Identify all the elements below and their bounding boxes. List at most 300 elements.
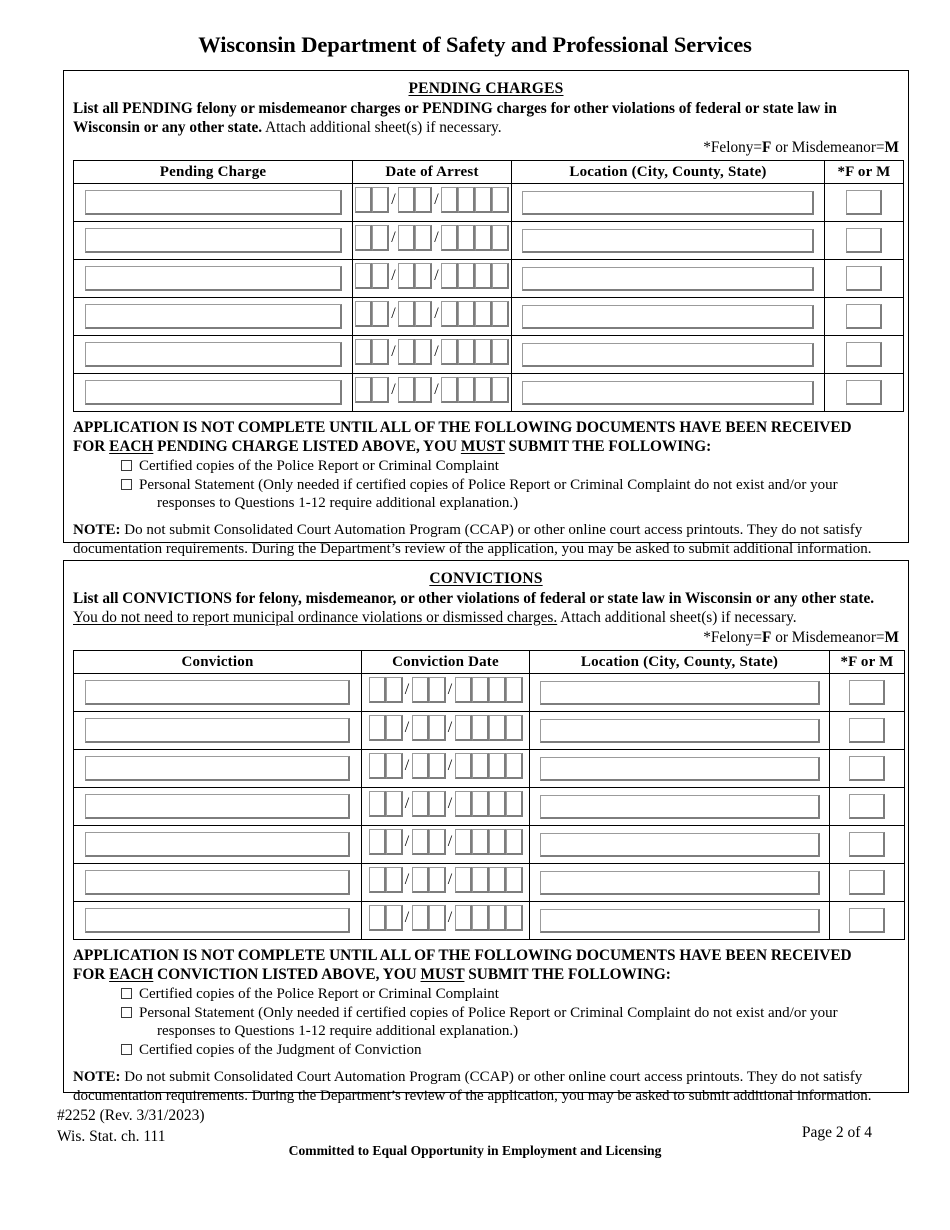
date-digit-box-8[interactable]: [492, 225, 509, 251]
cell-conviction: [74, 712, 362, 750]
checklist-item[interactable]: [73, 476, 899, 512]
date-digit-box-5[interactable]: [441, 187, 458, 213]
date-digit-box-1[interactable]: [369, 867, 386, 893]
f-or-m-input[interactable]: [846, 380, 882, 405]
conv-felony-legend-m: M: [884, 629, 899, 647]
footer-form-number: #2252 (Rev. 3/31/2023): [57, 1107, 205, 1124]
date-separator: /: [404, 871, 410, 889]
date-digit-box-1[interactable]: [355, 377, 372, 403]
date-digit-box-2[interactable]: [372, 339, 389, 365]
date-of-arrest-input: [355, 377, 509, 403]
date-digit-box-3[interactable]: [412, 867, 429, 893]
date-digit-box-5[interactable]: [455, 753, 472, 779]
f-or-m-input[interactable]: [846, 228, 882, 253]
cell-location: [530, 712, 830, 750]
location-input[interactable]: [540, 833, 820, 857]
date-separator: /: [447, 719, 453, 737]
date-digit-box-5[interactable]: [455, 829, 472, 855]
date-separator: /: [447, 681, 453, 699]
date-digit-box-4[interactable]: [429, 867, 446, 893]
date-separator: /: [434, 229, 439, 247]
conviction-input[interactable]: [85, 756, 350, 781]
table-row: [74, 712, 905, 750]
date-digit-box-3[interactable]: [398, 339, 415, 365]
table-row: [74, 184, 904, 222]
cell-f-or-m: [830, 864, 905, 902]
date-digit-box-5[interactable]: [441, 339, 458, 365]
f-or-m-input[interactable]: [849, 756, 885, 781]
pending-charge-input[interactable]: [85, 342, 342, 367]
column-header-location: Location (City, County, State): [530, 651, 830, 674]
checklist-item-label-continued: responses to Questions 1-12 require additional explanation.): [157, 1023, 519, 1039]
date-digit-box-4[interactable]: [429, 715, 446, 741]
column-header-conviction-date: Conviction Date: [362, 651, 530, 674]
checkbox-icon[interactable]: [121, 988, 132, 999]
date-digit-box-3[interactable]: [412, 905, 429, 931]
felony-legend-f: F: [762, 139, 772, 157]
convictions-instructions-2: [73, 609, 899, 628]
checkbox-icon[interactable]: [121, 460, 132, 471]
date-separator: /: [447, 795, 453, 813]
pending-charge-input[interactable]: [85, 380, 342, 405]
date-digit-box-8[interactable]: [492, 187, 509, 213]
table-row: [74, 222, 904, 260]
convictions-requirements-heading: [73, 947, 899, 984]
cell-date-of-arrest: [353, 260, 512, 298]
date-digit-box-2[interactable]: [386, 753, 403, 779]
date-separator: /: [391, 305, 396, 323]
cell-location: [512, 298, 825, 336]
date-digit-box-8[interactable]: [506, 905, 523, 931]
f-or-m-input[interactable]: [846, 266, 882, 291]
conviction-input[interactable]: [85, 794, 350, 819]
date-separator: /: [404, 757, 410, 775]
date-digit-box-5[interactable]: [441, 263, 458, 289]
date-digit-box-2[interactable]: [372, 263, 389, 289]
table-row: [74, 902, 905, 940]
checkbox-icon[interactable]: [121, 1007, 132, 1018]
footer-form-info: [57, 1106, 205, 1147]
cell-location: [512, 336, 825, 374]
column-header-date-of-arrest: Date of Arrest: [353, 161, 512, 184]
pending-req-line1: APPLICATION IS NOT COMPLETE UNTIL ALL OF THE FOLLOWING DOCUMENTS HAVE BEEN RECEIVED: [73, 419, 852, 437]
cell-f-or-m: [830, 674, 905, 712]
date-digit-box-8[interactable]: [506, 791, 523, 817]
pending-req-line2-c: SUBMIT THE FOLLOWING:: [504, 437, 712, 455]
location-input[interactable]: [522, 267, 814, 291]
date-digit-box-2[interactable]: [386, 867, 403, 893]
column-header-f-or-m: *F or M: [830, 651, 905, 674]
date-digit-box-8[interactable]: [492, 377, 509, 403]
footer-tagline: Committed to Equal Opportunity in Employment and Licensing: [288, 1143, 662, 1158]
cell-pending-charge: [74, 374, 353, 412]
date-digit-box-1[interactable]: [369, 791, 386, 817]
date-digit-box-2[interactable]: [372, 187, 389, 213]
location-input[interactable]: [540, 871, 820, 895]
date-separator: /: [404, 681, 410, 699]
date-digit-box-8[interactable]: [506, 715, 523, 741]
table-row: [74, 788, 905, 826]
date-of-arrest-input: [355, 301, 509, 327]
table-row: [74, 298, 904, 336]
cell-conviction-date: [362, 864, 530, 902]
date-separator: /: [391, 343, 396, 361]
date-digit-box-6[interactable]: [472, 905, 489, 931]
conviction-input[interactable]: [85, 908, 350, 933]
cell-conviction-date: [362, 712, 530, 750]
pending-note: [73, 521, 899, 559]
f-or-m-input[interactable]: [846, 190, 882, 215]
date-separator: /: [447, 909, 453, 927]
cell-conviction: [74, 788, 362, 826]
date-digit-box-6[interactable]: [458, 263, 475, 289]
f-or-m-input[interactable]: [849, 794, 885, 819]
date-separator: /: [434, 191, 439, 209]
date-digit-box-7[interactable]: [475, 263, 492, 289]
date-digit-box-3[interactable]: [398, 187, 415, 213]
location-input[interactable]: [540, 719, 820, 743]
date-digit-box-4[interactable]: [429, 829, 446, 855]
date-digit-box-7[interactable]: [489, 829, 506, 855]
pending-instructions-bold: List all PENDING felony or misdemeanor charges or PENDING charges for other violations of federal or state law in Wisconsin or any other state.: [73, 100, 837, 136]
pending-req-line2-b: PENDING CHARGE LISTED ABOVE, YOU: [153, 437, 461, 455]
location-input[interactable]: [522, 191, 814, 215]
location-input[interactable]: [540, 757, 820, 781]
cell-conviction: [74, 902, 362, 940]
cell-conviction: [74, 674, 362, 712]
date-digit-box-2[interactable]: [386, 677, 403, 703]
date-digit-box-2[interactable]: [372, 225, 389, 251]
date-digit-box-2[interactable]: [372, 301, 389, 327]
pending-requirements-heading: [73, 419, 899, 456]
date-digit-box-3[interactable]: [412, 677, 429, 703]
table-row: [74, 336, 904, 374]
cell-date-of-arrest: [353, 374, 512, 412]
date-digit-box-1[interactable]: [369, 753, 386, 779]
location-input[interactable]: [522, 229, 814, 253]
conviction-input[interactable]: [85, 718, 350, 743]
date-digit-box-7[interactable]: [489, 715, 506, 741]
f-or-m-input[interactable]: [846, 342, 882, 367]
cell-date-of-arrest: [353, 184, 512, 222]
column-header-pending-charge: Pending Charge: [74, 161, 353, 184]
cell-location: [512, 222, 825, 260]
pending-req-line2-each: EACH: [109, 437, 154, 455]
conviction-date-input: [369, 753, 523, 779]
date-digit-box-4[interactable]: [429, 791, 446, 817]
date-digit-box-3[interactable]: [412, 715, 429, 741]
column-header-conviction: Conviction: [74, 651, 362, 674]
date-digit-box-3[interactable]: [398, 263, 415, 289]
date-digit-box-7[interactable]: [489, 791, 506, 817]
cell-location: [530, 902, 830, 940]
checklist-item-label: Certified copies of the Police Report or Criminal Complaint: [139, 986, 499, 1002]
cell-conviction: [74, 750, 362, 788]
date-digit-box-3[interactable]: [412, 829, 429, 855]
checklist-item[interactable]: [73, 1041, 899, 1059]
date-digit-box-6[interactable]: [458, 187, 475, 213]
date-digit-box-5[interactable]: [455, 867, 472, 893]
location-input[interactable]: [540, 681, 820, 705]
cell-conviction-date: [362, 750, 530, 788]
f-or-m-input[interactable]: [849, 680, 885, 705]
pending-charges-heading: PENDING CHARGES: [408, 80, 564, 97]
conv-req-line1: APPLICATION IS NOT COMPLETE UNTIL ALL OF THE FOLLOWING DOCUMENTS HAVE BEEN RECEIVED: [73, 947, 852, 965]
checklist-item-label: Certified copies of the Judgment of Conviction: [139, 1042, 422, 1058]
date-digit-box-2[interactable]: [386, 829, 403, 855]
conviction-input[interactable]: [85, 680, 350, 705]
convictions-felony-legend: [73, 629, 899, 647]
date-digit-box-3[interactable]: [398, 225, 415, 251]
date-digit-box-7[interactable]: [489, 867, 506, 893]
date-digit-box-4[interactable]: [415, 339, 432, 365]
convictions-instructions-bold: List all CONVICTIONS for felony, misdemeanor, or other violations of federal or state law in Wisconsin or any other state.: [73, 590, 875, 607]
date-digit-box-5[interactable]: [441, 377, 458, 403]
f-or-m-input[interactable]: [849, 832, 885, 857]
location-input[interactable]: [540, 795, 820, 819]
cell-location: [530, 788, 830, 826]
date-digit-box-1[interactable]: [355, 225, 372, 251]
date-digit-box-2[interactable]: [386, 715, 403, 741]
convictions-section: [63, 560, 909, 1105]
column-header-f-or-m: *F or M: [825, 161, 904, 184]
conviction-date-input: [369, 867, 523, 893]
felony-legend-prefix: *Felony=: [703, 139, 763, 157]
date-digit-box-8[interactable]: [506, 753, 523, 779]
footer-statute: Wis. Stat. ch. 111: [57, 1127, 166, 1145]
date-digit-box-6[interactable]: [472, 867, 489, 893]
conv-felony-legend-middle: or Misdemeanor=: [771, 629, 885, 647]
date-separator: /: [434, 305, 439, 323]
date-digit-box-8[interactable]: [492, 263, 509, 289]
pending-note-text: Do not submit Consolidated Court Automation Program (CCAP) or other online court access printouts. They do not satisfy documentation requirements. During the Department’s review of the application, you may be asked to submit additional information.: [73, 522, 872, 558]
column-header-location: Location (City, County, State): [512, 161, 825, 184]
date-digit-box-1[interactable]: [355, 301, 372, 327]
convictions-requirements-checklist: [73, 985, 899, 1059]
date-digit-box-8[interactable]: [506, 867, 523, 893]
cell-f-or-m: [825, 260, 904, 298]
date-digit-box-5[interactable]: [455, 677, 472, 703]
conv-note-label: NOTE:: [73, 1069, 121, 1085]
page-title: Wisconsin Department of Safety and Professional Services: [198, 32, 752, 57]
date-digit-box-5[interactable]: [455, 905, 472, 931]
felony-legend-m: M: [884, 139, 899, 157]
date-digit-box-8[interactable]: [492, 301, 509, 327]
date-of-arrest-input: [355, 187, 509, 213]
pending-charges-instructions: [73, 100, 899, 137]
location-input[interactable]: [522, 343, 814, 367]
date-separator: /: [404, 833, 410, 851]
conv-req-line2-a: FOR: [73, 965, 110, 983]
conv-note-text: Do not submit Consolidated Court Automation Program (CCAP) or other online court access printouts. They do not satisfy documentation requirements. During the Department’s review of the application, you may be asked to submit additional information.: [73, 1069, 872, 1105]
date-separator: /: [391, 191, 396, 209]
cell-f-or-m: [825, 374, 904, 412]
date-separator: /: [434, 343, 439, 361]
pending-req-line2-a: FOR: [73, 437, 110, 455]
cell-f-or-m: [830, 902, 905, 940]
date-separator: /: [447, 871, 453, 889]
cell-f-or-m: [825, 184, 904, 222]
pending-charge-input[interactable]: [85, 304, 342, 329]
cell-date-of-arrest: [353, 222, 512, 260]
cell-conviction: [74, 826, 362, 864]
date-digit-box-6[interactable]: [472, 715, 489, 741]
pending-charges-section: [63, 70, 909, 558]
date-digit-box-7[interactable]: [475, 225, 492, 251]
conviction-date-input: [369, 829, 523, 855]
cell-pending-charge: [74, 222, 353, 260]
f-or-m-input[interactable]: [849, 870, 885, 895]
pending-charge-input[interactable]: [85, 190, 342, 215]
conviction-input[interactable]: [85, 870, 350, 895]
pending-charge-input[interactable]: [85, 228, 342, 253]
date-digit-box-4[interactable]: [415, 187, 432, 213]
table-row: [74, 864, 905, 902]
pending-instructions-normal: Attach additional sheet(s) if necessary.: [262, 118, 502, 136]
date-digit-box-1[interactable]: [369, 715, 386, 741]
footer-page-indicator: Page 2 of 4: [801, 1124, 872, 1141]
date-digit-box-3[interactable]: [412, 753, 429, 779]
checklist-item-label: Personal Statement (Only needed if certified copies of Police Report or Criminal Complaint do not exist and/or your responses to Questions 1-12 require additional explanation.): [139, 1004, 899, 1040]
date-digit-box-7[interactable]: [475, 301, 492, 327]
date-digit-box-6[interactable]: [458, 301, 475, 327]
table-row: [74, 674, 905, 712]
date-separator: /: [434, 267, 439, 285]
table-row: [74, 260, 904, 298]
date-digit-box-3[interactable]: [398, 377, 415, 403]
date-of-arrest-input: [355, 263, 509, 289]
location-input[interactable]: [522, 381, 814, 405]
cell-conviction: [74, 864, 362, 902]
f-or-m-input[interactable]: [846, 304, 882, 329]
date-digit-box-7[interactable]: [475, 377, 492, 403]
checklist-item[interactable]: [73, 457, 899, 475]
conv-req-line2-b: CONVICTION LISTED ABOVE, YOU: [153, 965, 421, 983]
date-separator: /: [391, 267, 396, 285]
date-digit-box-5[interactable]: [441, 225, 458, 251]
cell-location: [530, 826, 830, 864]
f-or-m-input[interactable]: [849, 718, 885, 743]
cell-pending-charge: [74, 336, 353, 374]
conviction-date-input: [369, 677, 523, 703]
convictions-instructions-underlined: You do not need to report municipal ordinance violations or dismissed charges.: [73, 608, 558, 626]
date-digit-box-6[interactable]: [458, 377, 475, 403]
cell-date-of-arrest: [353, 336, 512, 374]
pending-requirements-checklist: [73, 457, 899, 512]
pending-note-label: NOTE:: [73, 522, 121, 538]
f-or-m-input[interactable]: [849, 908, 885, 933]
location-input[interactable]: [522, 305, 814, 329]
date-digit-box-5[interactable]: [441, 301, 458, 327]
cell-location: [512, 184, 825, 222]
date-digit-box-7[interactable]: [475, 339, 492, 365]
date-digit-box-8[interactable]: [492, 339, 509, 365]
conv-req-line2-c: SUBMIT THE FOLLOWING:: [464, 965, 671, 983]
cell-f-or-m: [825, 336, 904, 374]
cell-pending-charge: [74, 184, 353, 222]
date-digit-box-1[interactable]: [355, 339, 372, 365]
date-digit-box-7[interactable]: [489, 677, 506, 703]
date-separator: /: [391, 229, 396, 247]
date-digit-box-5[interactable]: [455, 715, 472, 741]
date-digit-box-7[interactable]: [489, 905, 506, 931]
date-digit-box-6[interactable]: [472, 753, 489, 779]
location-input[interactable]: [540, 909, 820, 933]
table-row: [74, 826, 905, 864]
date-digit-box-6[interactable]: [472, 791, 489, 817]
cell-location: [530, 750, 830, 788]
date-digit-box-2[interactable]: [386, 791, 403, 817]
date-digit-box-2[interactable]: [386, 905, 403, 931]
date-digit-box-1[interactable]: [369, 905, 386, 931]
conviction-input[interactable]: [85, 832, 350, 857]
date-digit-box-1[interactable]: [355, 187, 372, 213]
convictions-instructions-normal: Attach additional sheet(s) if necessary.: [557, 608, 797, 626]
felony-legend-middle: or Misdemeanor=: [771, 139, 885, 157]
table-header-row: [74, 651, 905, 674]
checklist-item-label: Certified copies of the Police Report or Criminal Complaint: [139, 458, 499, 474]
date-digit-box-4[interactable]: [415, 225, 432, 251]
date-digit-box-8[interactable]: [506, 677, 523, 703]
date-digit-box-8[interactable]: [506, 829, 523, 855]
cell-date-of-arrest: [353, 298, 512, 336]
date-digit-box-7[interactable]: [475, 187, 492, 213]
conv-felony-legend-f: F: [762, 629, 772, 647]
date-digit-box-4[interactable]: [429, 753, 446, 779]
cell-conviction-date: [362, 826, 530, 864]
cell-pending-charge: [74, 260, 353, 298]
date-digit-box-1[interactable]: [369, 829, 386, 855]
date-digit-box-4[interactable]: [415, 301, 432, 327]
convictions-table: [73, 650, 905, 940]
date-digit-box-6[interactable]: [458, 225, 475, 251]
date-digit-box-1[interactable]: [355, 263, 372, 289]
date-separator: /: [434, 381, 439, 399]
date-digit-box-4[interactable]: [415, 263, 432, 289]
date-digit-box-2[interactable]: [372, 377, 389, 403]
conv-felony-legend-prefix: *Felony=: [703, 629, 763, 647]
date-digit-box-3[interactable]: [398, 301, 415, 327]
checklist-item[interactable]: [73, 1004, 899, 1040]
date-digit-box-1[interactable]: [369, 677, 386, 703]
date-digit-box-4[interactable]: [415, 377, 432, 403]
checklist-item[interactable]: [73, 985, 899, 1003]
pending-charge-input[interactable]: [85, 266, 342, 291]
date-digit-box-3[interactable]: [412, 791, 429, 817]
date-digit-box-6[interactable]: [458, 339, 475, 365]
date-digit-box-5[interactable]: [455, 791, 472, 817]
pending-req-line2-must: MUST: [460, 437, 505, 455]
date-digit-box-4[interactable]: [429, 677, 446, 703]
date-separator: /: [404, 795, 410, 813]
cell-f-or-m: [825, 298, 904, 336]
conviction-date-input: [369, 905, 523, 931]
cell-location: [530, 864, 830, 902]
conviction-date-input: [369, 791, 523, 817]
pending-charges-table: [73, 160, 904, 412]
convictions-instructions: [73, 590, 899, 609]
date-digit-box-6[interactable]: [472, 677, 489, 703]
checkbox-icon[interactable]: [121, 1044, 132, 1055]
date-of-arrest-input: [355, 225, 509, 251]
date-digit-box-7[interactable]: [489, 753, 506, 779]
cell-f-or-m: [830, 826, 905, 864]
cell-f-or-m: [830, 712, 905, 750]
date-digit-box-6[interactable]: [472, 829, 489, 855]
date-digit-box-4[interactable]: [429, 905, 446, 931]
checkbox-icon[interactable]: [121, 479, 132, 490]
convictions-note: [73, 1068, 899, 1106]
